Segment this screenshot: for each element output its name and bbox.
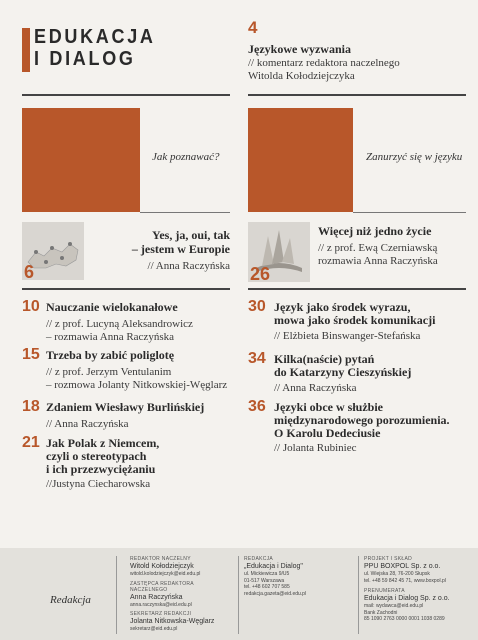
article-title[interactable]: międzynarodowego porozumienia. (274, 413, 450, 427)
article-title[interactable]: Język jako środek wyrazu, (274, 300, 411, 314)
divider (22, 94, 230, 96)
feature-right-number: 26 (250, 264, 271, 284)
divider (248, 94, 466, 96)
footer-address: 01-517 Warszawa (244, 577, 285, 584)
article-byline-2: – rozmawia Anna Raczyńska (46, 331, 174, 343)
footer-email[interactable]: sekretarz@eid.edu.pl (130, 626, 178, 632)
intro-line-1: // komentarz redaktora naczelnego (248, 57, 400, 69)
logo-line-2: I DIALOG (34, 48, 136, 70)
footer-heading: PROJEKT I SKŁAD (364, 556, 413, 562)
article-byline-1: // Anna Raczyńska (274, 382, 357, 394)
divider (358, 556, 359, 634)
article-number: 36 (248, 398, 266, 415)
divider (22, 288, 230, 290)
article-byline-1: // Elżbieta Binswanger-Stefańska (274, 330, 421, 342)
feature-left-number: 6 (24, 262, 35, 282)
footer-email[interactable]: witold.kolodziejczyk@eid.edu.pl (130, 571, 201, 577)
feature-right-line-2: rozmawia Anna Raczyńska (318, 255, 438, 267)
article-byline-1: //Justyna Ciecharowska (46, 478, 151, 490)
article-byline-1: // z prof. Lucyną Aleksandrowicz (46, 318, 193, 330)
article-title[interactable]: Zdaniem Wiesławy Burlińskiej (46, 400, 205, 414)
footer-address: ul. Wiejska 28, 76-200 Słupsk (364, 571, 430, 577)
article-title[interactable]: Jak Polak z Niemcem, (46, 436, 160, 450)
article-title[interactable]: Nauczanie wielokanałowe (46, 300, 178, 314)
footer-name: Jolanta Nitkowska-Węglarz (130, 618, 215, 625)
logo-line-1: EDUKACJA (34, 26, 156, 48)
footer-heading: REDAKCJA (244, 556, 274, 562)
divider (140, 212, 230, 213)
footer-heading: SEKRETARZ REDAKCJI (130, 611, 192, 617)
article-title[interactable]: Języki obce w służbie (274, 400, 383, 414)
intro-title[interactable]: Językowe wyzwania (248, 42, 351, 56)
article-byline-1: // Jolanta Rubiniec (274, 442, 357, 454)
footer-editorial-office (244, 556, 344, 597)
section-color-block (22, 108, 140, 212)
footer-label: Redakcja (50, 594, 91, 606)
footer-heading: REDAKTOR NACZELNY (130, 556, 191, 562)
feature-left-byline: // Anna Raczyńska (147, 260, 230, 272)
section-heading-left: Jak poznawać? (152, 151, 220, 163)
footer-phone: tel. +48 59 842 45 71, www.boxpol.pl (364, 577, 446, 584)
article-number: 10 (22, 298, 40, 315)
divider (116, 556, 117, 634)
intro-page-number: 4 (248, 18, 258, 37)
footer-heading: PRENUMERATA (364, 588, 405, 594)
divider (353, 212, 466, 213)
logo-accent-bar (22, 28, 30, 72)
feature-right-title[interactable]: Więcej niż jedno życie (318, 224, 432, 238)
article-title[interactable]: czyli o stereotypach (46, 449, 147, 463)
feature-left-title-2[interactable]: – jestem w Europie (131, 242, 230, 256)
footer-bank: Bank Zachodni (364, 609, 398, 616)
article-title[interactable]: Trzeba by zabić poliglotę (46, 348, 175, 362)
article-byline-2: – rozmowa Jolanty Nitkowskiej-Węglarz (46, 379, 228, 391)
article-title[interactable]: i ich przezwyciężaniu (46, 462, 156, 476)
footer-name: PPU BOXPOL Sp. z o.o. (364, 563, 441, 570)
article-title[interactable]: do Katarzyny Cieszyńskiej (274, 365, 412, 379)
article-number: 30 (248, 298, 266, 315)
footer-publisher (364, 556, 474, 623)
article-byline-1: // Anna Raczyńska (46, 418, 129, 430)
footer-name: Anna Raczyńska (130, 593, 183, 601)
footer-email[interactable]: mail: wydawca@eid.edu.pl (364, 603, 424, 609)
footer-name: Witold Kołodziejczyk (130, 563, 194, 570)
article-number: 15 (22, 346, 40, 363)
section-heading-right: Zanurzyć się w języku (366, 151, 463, 163)
article-byline-1: // z prof. Jerzym Ventulanim (46, 366, 172, 378)
article-title[interactable]: O Karolu Dedeciusie (274, 426, 381, 440)
feature-left-title-1[interactable]: Yes, ja, oui, tak (151, 228, 230, 242)
feature-right-line-1: // z prof. Ewą Czerniawską (318, 242, 438, 254)
footer-email[interactable]: redakcja.gazeta@eid.edu.pl (244, 590, 307, 597)
footer-heading: ZASTĘPCA REDAKTORA NACZELNEGO (130, 580, 194, 593)
article-number: 18 (22, 398, 40, 415)
footer-email[interactable]: anna.raczynska@eid.edu.pl (130, 601, 192, 608)
section-color-block (248, 108, 353, 212)
article-number: 34 (248, 350, 266, 367)
intro-line-2: Witolda Kołodziejczyka (248, 70, 355, 82)
divider (238, 556, 239, 634)
footer-account: 85 1090 2763 0000 0001 1038 0289 (364, 616, 445, 622)
article-title[interactable]: mowa jako środek komunikacji (274, 313, 436, 327)
footer-name: Edukacja i Dialog Sp. z o.o. (364, 595, 450, 602)
magazine-logo (34, 26, 156, 70)
footer-staff (130, 556, 230, 633)
footer-address: ul. Mickiewicza 9/U5 (244, 571, 290, 577)
footer-name: „Edukacja i Dialog" (244, 563, 303, 570)
article-title[interactable]: Kilka(naście) pytań (274, 352, 375, 366)
article-number: 21 (22, 434, 40, 451)
divider (248, 288, 466, 290)
footer-phone: tel. +48 602 707 585 (244, 584, 290, 590)
